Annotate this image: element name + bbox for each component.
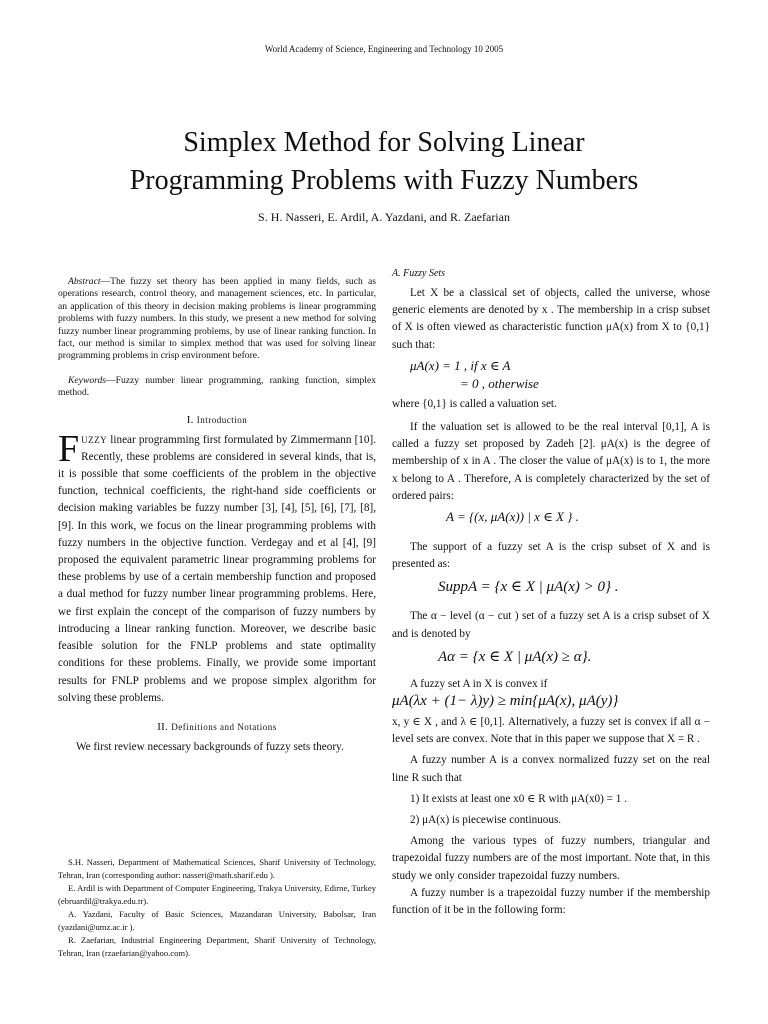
paragraph-universe: Let X be a classical set of objects, called the universe, whose generic elements are denoted by x . The membership in a crisp subset of X is often viewed as characteristic function μA(x) from X to {0,1} such that: xyxy=(392,287,710,351)
keywords-text: —Fuzzy number linear programming, ranking function, simplex method. xyxy=(58,374,376,399)
keywords-label: Keywords xyxy=(68,374,107,386)
equation-fuzzy-set: A = {(x, μA(x)) | x ∈ X } . xyxy=(446,509,579,525)
equation-convex: μA(λx + (1− λ)y) ≥ min{μA(x), μA(y)} xyxy=(392,693,619,710)
intro-smallcaps: UZZY xyxy=(81,434,108,445)
running-header: World Academy of Science, Engineering and Technology 10 2005 xyxy=(264,44,504,54)
keywords xyxy=(58,375,376,400)
paragraph-membership-form: A fuzzy number is a trapezoidal fuzzy number if the membership function of it be in the following form: xyxy=(392,886,710,917)
condition-1: 1) It exists at least one x0 ∈ R with μA(x0) = 1 . xyxy=(410,792,627,805)
equation-support: SuppA = {x ∈ X | μA(x) > 0} . xyxy=(438,579,619,596)
paragraph-support: The support of a fuzzy set A is the crisp subset of X and is presented as: xyxy=(392,541,710,571)
intro-text: linear programming first formulated by Zimmermann [10]. Recently, these problems are considered in several kinds, that is, it is possible that some coefficients of the problem in the objective function, technical coefficients, the right-hand side coefficients or decision making variables be fuzzy number [3], [4], [5], [6], [7], [8], [9]. In this work, we focus on the linear programming problems with fuzzy numbers in the objective function. Verdegay and et al [4], [9] proposed the equivalent parametric linear programming problems for these problems by use of a certain membership function and proposed a dual method for fuzzy number linear programming problems. Here, we first explain the concept of the comparison of fuzzy numbers by introducing a linear ranking function. Moreover, we describe basic feasible solution for the FNLP problems and state optimality conditions for these problems. Finally, we provide some important results for FNLP problems and we propose simplex algorithm for solving these problems. xyxy=(58,433,376,704)
section-heading-definitions xyxy=(58,721,376,733)
section-number: I. xyxy=(186,413,194,426)
equation-membership-0: = 0 , otherwise xyxy=(460,375,539,391)
paragraph-trapezoidal: Among the various types of fuzzy numbers, triangular and trapezoidal fuzzy numbers are of the most important. Note that, in this study we only consider trapezoidal fuzzy numbers. xyxy=(392,835,710,882)
paragraph-alpha-level: The α − level (α − cut ) set of a fuzzy set A is a crisp subset of X and is denoted by xyxy=(392,610,710,640)
paragraph-convex: A fuzzy set A in X is convex if xyxy=(410,677,548,690)
footnote-3: A. Yazdani, Faculty of Basic Sciences, Mazandaran University, Babolsar, Iran (yazdani@umz.ac.ir ). xyxy=(58,909,376,932)
equation-alpha-cut: Aα = {x ∈ X | μA(x) ≥ α}. xyxy=(438,648,592,665)
definitions-paragraph: We first review necessary backgrounds of fuzzy sets theory. xyxy=(76,740,344,753)
title-line-2: Programming Problems with Fuzzy Numbers xyxy=(129,165,639,196)
title-line-1: Simplex Method for Solving Linear xyxy=(183,127,585,158)
footnote-4: R. Zaefarian, Industrial Engineering Department, Sharif University of Technology, Tehran, Iran (rzaefarian@yahoo.com). xyxy=(58,935,376,958)
subsection-heading-fuzzy-sets: A. Fuzzy Sets xyxy=(392,268,446,279)
paragraph-valuation: where {0,1} is called a valuation set. xyxy=(392,397,557,410)
abstract xyxy=(58,276,376,363)
paragraph-convex-continued: x, y ∈ X , and λ ∈ [0,1]. Alternatively, a fuzzy set is convex if all α − level sets are convex. Note that in this paper we suppose that X = R . xyxy=(392,716,710,746)
paragraph-fuzzy-set: If the valuation set is allowed to be the real interval [0,1], A is called a fuzzy set proposed by Zadeh [2]. μA(x) is the degree of membership of x in A . The closer the value of μA(x) is to 1, the more x belong to A . Therefore, A is completely characterized by the set of ordered pairs: xyxy=(392,421,710,502)
author-list: S. H. Nasseri, E. Ardil, A. Yazdani, and R. Zaefarian xyxy=(258,210,510,224)
section-heading-introduction xyxy=(58,414,376,426)
condition-2: 2) μA(x) is piecewise continuous. xyxy=(410,814,562,827)
introduction-paragraph xyxy=(58,427,376,707)
section-number: II. xyxy=(157,720,169,733)
footnote-1: S.H. Nasseri, Department of Mathematical Sciences, Sharif University of Technology, Tehran, Iran (corresponding author: nasseri@math.sharif.edu ). xyxy=(58,857,376,880)
paragraph-fuzzy-number: A fuzzy number A is a convex normalized fuzzy set on the real line R such that xyxy=(392,754,710,784)
section-title: Introduction xyxy=(196,414,248,425)
left-column xyxy=(58,276,376,756)
abstract-label: Abstract xyxy=(68,276,101,287)
paper-title xyxy=(60,124,708,200)
section-title: Definitions and Notations xyxy=(171,721,277,732)
right-column xyxy=(392,268,710,919)
drop-cap: F xyxy=(58,427,80,470)
abstract-text: —The fuzzy set theory has been applied in many fields, such as operations research, control theory, and management sciences, etc. In particular, an application of this theory in decision making problems is linear programming problems with fuzzy numbers. In this study, we present a new method for solving fuzzy number linear programming problems, by use of linear ranking function. In fact, our method is similar to simplex method that was used for solving linear programming problems in crisp environment before. xyxy=(58,276,376,362)
footnotes xyxy=(58,856,376,960)
equation-membership-1: μA(x) = 1 , if x ∈ A xyxy=(410,357,511,373)
footnote-2: E. Ardil is with Department of Computer Engineering, Trakya University, Edirne, Turkey (ebruardil@trakya.edu.tr). xyxy=(58,883,376,906)
